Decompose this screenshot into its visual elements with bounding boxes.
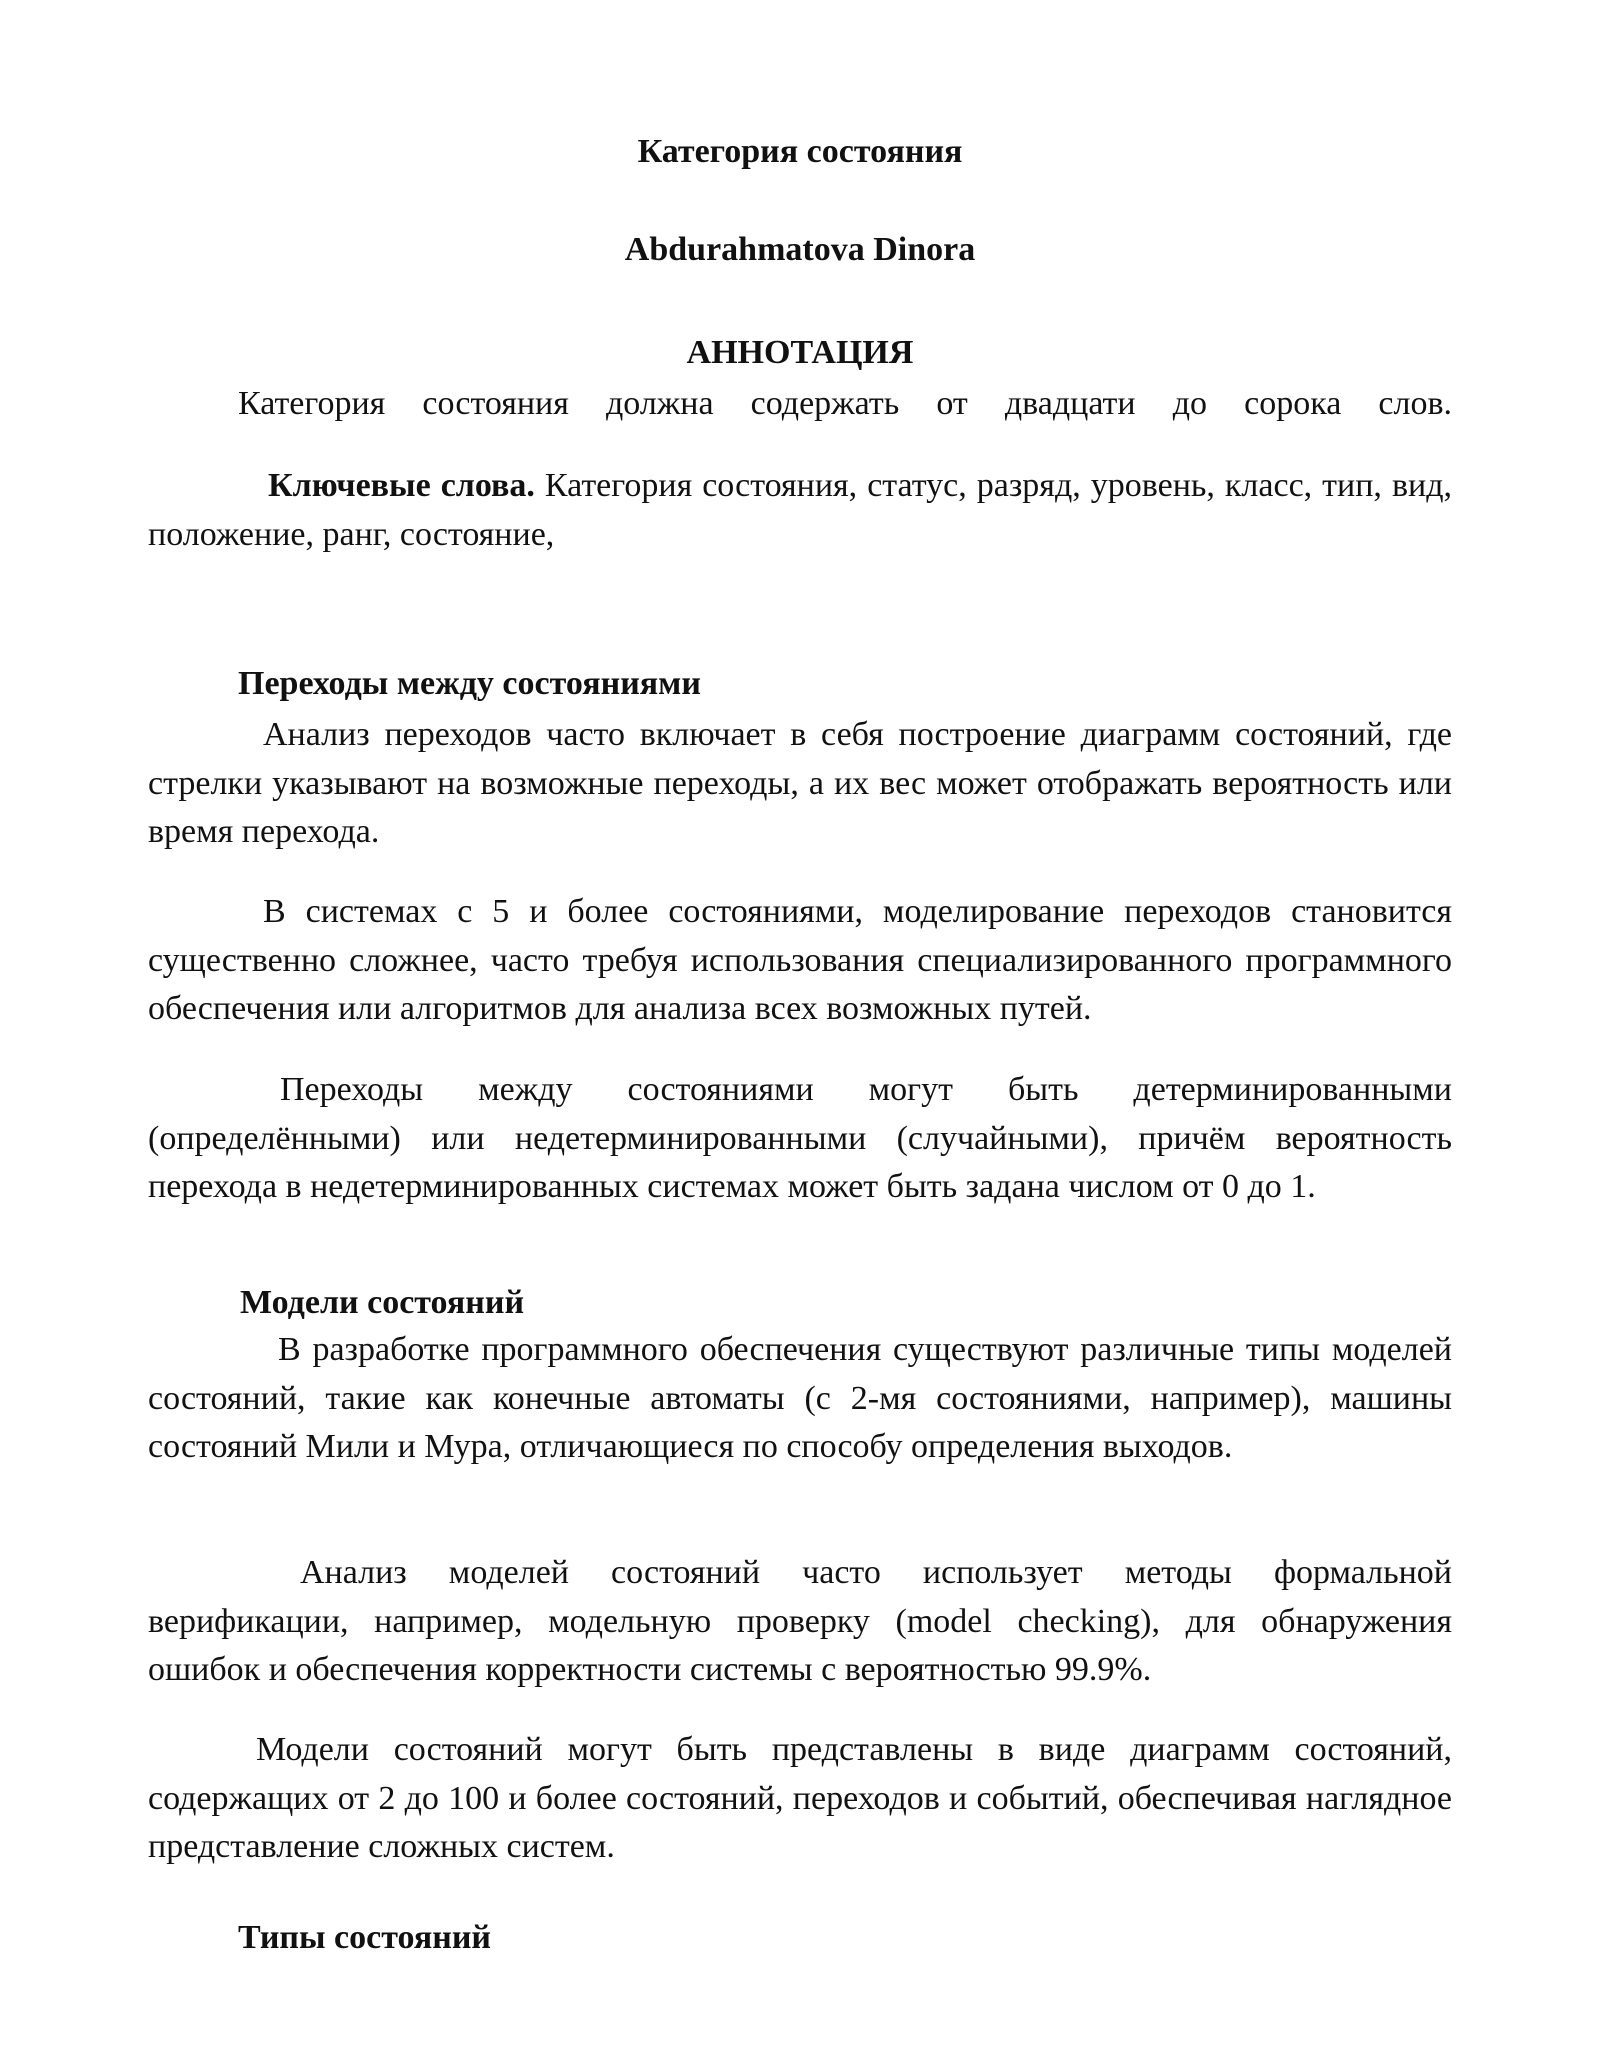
keywords-text: Категория состояния, статус, разряд, уровень, класс, тип, вид, положение, ранг, состояние, bbox=[148, 467, 1452, 553]
paragraph: Модели состояний могут быть представлены в виде диаграмм состояний, содержащих от 2 до 100 и более состояний, переходов и событий, обеспечивая наглядное представление сложных систем. bbox=[148, 1731, 1452, 1865]
keywords-paragraph bbox=[148, 462, 1452, 559]
paragraph: Анализ моделей состояний часто использует методы формальной верификации, например, модельную проверку (model checking), для обнаружения ошибок и обеспечения корректности системы с вероятностью 99.9%. bbox=[148, 1554, 1452, 1688]
paragraph: В системах с 5 и более состояниями, моделирование переходов становится существенно сложнее, часто требуя использования специализированного программного обеспечения или алгоритмов для анализа всех возможных путей. bbox=[148, 893, 1452, 1027]
document-title: Категория состояния bbox=[637, 133, 963, 170]
paragraph: Переходы между состояниями могут быть детерминированными (определёнными) или недетерминированными (случайными), причём вероятность перехода в недетерминированных системах может быть задана числом от 0 до 1. bbox=[148, 1071, 1452, 1205]
annotation-text: Категория состояния должна содержать от двадцати до сорока слов. bbox=[238, 385, 1452, 422]
section-heading-transitions: Переходы между состояниями bbox=[238, 665, 701, 702]
section-heading-types: Типы состояний bbox=[238, 1919, 492, 1956]
paragraph: Анализ переходов часто включает в себя построение диаграмм состояний, где стрелки указывают на возможные переходы, а их вес может отображать вероятность или время перехода. bbox=[148, 716, 1452, 850]
keywords-label: Ключевые слова. bbox=[268, 467, 535, 504]
section-heading-models: Модели состояний bbox=[240, 1284, 525, 1321]
author-name: Abdurahmatova Dinora bbox=[624, 231, 976, 268]
paragraph: В разработке программного обеспечения существуют различные типы моделей состояний, такие как конечные автоматы (с 2-мя состояниями, например), машины состояний Мили и Мура, отличающиеся по способу определения выходов. bbox=[148, 1331, 1452, 1465]
annotation-heading: АННОТАЦИЯ bbox=[686, 334, 914, 371]
